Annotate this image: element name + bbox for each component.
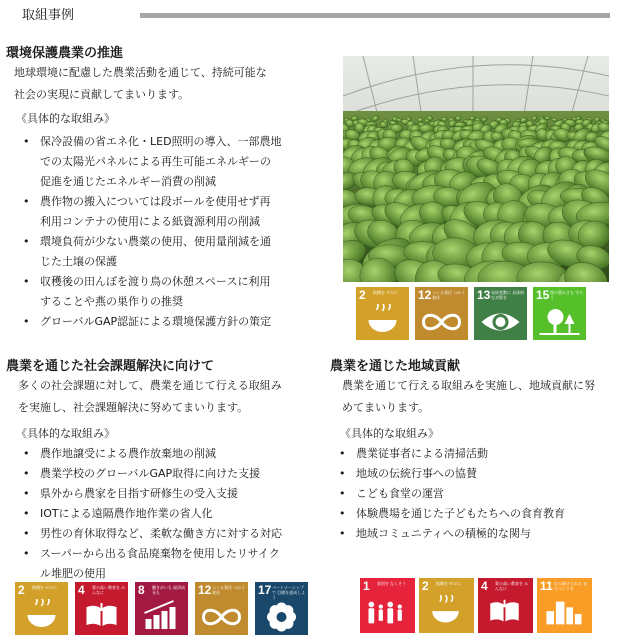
- env-intro-line: 社会の実現に貢献してまいります。: [14, 88, 190, 101]
- greenhouse-photo: [343, 56, 609, 282]
- sdg-goal-number: 12: [198, 583, 212, 597]
- env-intro-line: 地球環境に配慮した農業活動を通じて、持続可能な: [14, 66, 267, 79]
- sdg-goal-1-tile: [360, 578, 415, 633]
- social-intro-line: 多くの社会課題に対して、農業を通じて行える取組み: [18, 379, 282, 392]
- sdg-goal-number: 1: [363, 579, 370, 593]
- bowl-icon: [15, 599, 68, 635]
- sdg-goal-17-tile: [255, 582, 308, 635]
- sdg-goal-number: 15: [536, 288, 550, 302]
- community-intro-line: めてまいります。: [342, 401, 430, 414]
- list-item: • グローバルGAP認証による環境保護方針の策定: [22, 312, 322, 332]
- sdg-goal-2-tile: [356, 287, 409, 340]
- sdg-goal-caption: つくる責任 つかう責任: [432, 290, 466, 300]
- sdg-goal-12-tile: [195, 582, 248, 635]
- list-item: • 農業学校のグローバルGAP取得に向けた支援: [22, 464, 322, 484]
- social-intro: [18, 375, 282, 419]
- sdg-goal-2-tile: [15, 582, 68, 635]
- list-item: • こども食堂の運営: [338, 484, 618, 504]
- list-item: • 収穫後の田んぼを渡り鳥の休憩スペースに利用 することや燕の巣作りの推奨: [22, 272, 322, 312]
- sdg-goal-caption: 住み続けられる まちづくりを: [554, 581, 588, 591]
- sdg-goal-2-tile: [419, 578, 474, 633]
- sdg-goal-number: 4: [481, 579, 488, 593]
- list-item: • 体験農場を通じた子どもたちへの食育教育: [338, 504, 618, 524]
- community-intro: [342, 375, 595, 419]
- sdg-goal-4-tile: [75, 582, 128, 635]
- social-section-title: 農業を通じた社会課題解決に向けて: [6, 359, 215, 374]
- sdg-goal-11-tile: [537, 578, 592, 633]
- sdg-goal-15-tile: [533, 287, 586, 340]
- env-label: 《具体的な取組み》: [16, 112, 115, 125]
- list-item: • 男性の育休取得など、柔軟な働き方に対する対応: [22, 524, 322, 544]
- eye-icon: [474, 304, 527, 340]
- list-item: • 環境負荷が少ない農薬の使用、使用量削減を通 じた土壌の保護: [22, 232, 322, 272]
- env-list: [22, 132, 322, 332]
- sdg-goal-number: 2: [359, 288, 366, 302]
- city-icon: [537, 595, 590, 631]
- growth-chart-icon: [135, 599, 188, 635]
- env-section-title: 環境保護農業の推進: [6, 46, 124, 61]
- sdg-goal-caption: 働きがいも 経済成長も: [152, 585, 186, 595]
- bowl-icon: [356, 304, 409, 340]
- sdg-goal-number: 4: [78, 583, 85, 597]
- list-item: • 地域コミュニティへの積極的な関与: [338, 524, 618, 544]
- sdg-goal-caption: 陸の豊かさも 守ろう: [550, 290, 584, 300]
- sdg-goal-number: 13: [477, 288, 491, 302]
- bowl-icon: [419, 595, 472, 631]
- community-label: 《具体的な取組み》: [340, 427, 439, 440]
- sdg-goal-caption: パートナーシップで 目標を達成しよう: [272, 585, 306, 600]
- list-item: • 県外から農家を目指す研修生の受入支援: [22, 484, 322, 504]
- sdg-goal-caption: つくる責任 つかう責任: [212, 585, 246, 595]
- list-item: • スーパーから出る食品廃棄物を使用したリサイク ル堆肥の使用: [22, 544, 322, 584]
- sdg-goal-number: 17: [258, 583, 272, 597]
- list-item: • IOTによる遠隔農作地作業の省人化: [22, 504, 322, 524]
- family-icon: [360, 595, 413, 631]
- sdg-goal-13-tile: [474, 287, 527, 340]
- sdg-goal-caption: 質の高い教育を みんなに: [92, 585, 126, 595]
- tree-icon: [533, 304, 586, 340]
- list-item: • 農作物の搬入については段ボールを使用せず再 利用コンテナの使用による紙資源利用の削減: [22, 192, 322, 232]
- social-intro-line: を実施し、社会課題解決に努めてまいります。: [18, 401, 249, 414]
- sdg-goal-12-tile: [415, 287, 468, 340]
- social-list: [22, 444, 322, 584]
- sdg-goal-caption: 気候変動に 具体的な対策を: [491, 290, 525, 300]
- sdg-goal-8-tile: [135, 582, 188, 635]
- infinity-icon: [415, 304, 468, 340]
- sdg-goal-number: 12: [418, 288, 432, 302]
- header-rule: [140, 13, 610, 18]
- community-list: [338, 444, 618, 544]
- book-icon: [75, 599, 128, 635]
- sdg-goal-caption: 飢餓を ゼロに: [32, 585, 58, 590]
- sdg-goal-caption: 質の高い教育を みんなに: [495, 581, 529, 591]
- sdg-goal-number: 2: [422, 579, 429, 593]
- infinity-icon: [195, 599, 248, 635]
- community-intro-line: 農業を通じて行える取組みを実施し、地域貢献に努: [342, 379, 595, 392]
- sdg-goal-caption: 飢餓を ゼロに: [373, 290, 399, 295]
- social-label: 《具体的な取組み》: [16, 427, 115, 440]
- community-section-title: 農業を通じた地域貢献: [330, 359, 461, 374]
- sdg-goal-number: 2: [18, 583, 25, 597]
- list-item: • 農作地譲受による農作放棄地の削減: [22, 444, 322, 464]
- sdg-goal-number: 8: [138, 583, 145, 597]
- env-intro: [14, 62, 267, 106]
- flower-icon: [255, 599, 308, 635]
- book-icon: [478, 595, 531, 631]
- list-item: • 保冷設備の省エネ化・LED照明の導入、一部農地 での太陽光パネルによる再生可能エネルギーの 促進を通じたエネルギー消費の削減: [22, 132, 322, 192]
- list-item: • 地域の伝統行事への協賛: [338, 464, 618, 484]
- sdg-goal-caption: 飢餓を ゼロに: [436, 581, 462, 586]
- list-item: • 農業従事者による清掃活動: [338, 444, 618, 464]
- sdg-goal-number: 11: [540, 579, 553, 593]
- sdg-goal-caption: 貧困を なくそう: [377, 581, 407, 586]
- sdg-goal-4-tile: [478, 578, 533, 633]
- page-title: 取組事例: [22, 8, 75, 23]
